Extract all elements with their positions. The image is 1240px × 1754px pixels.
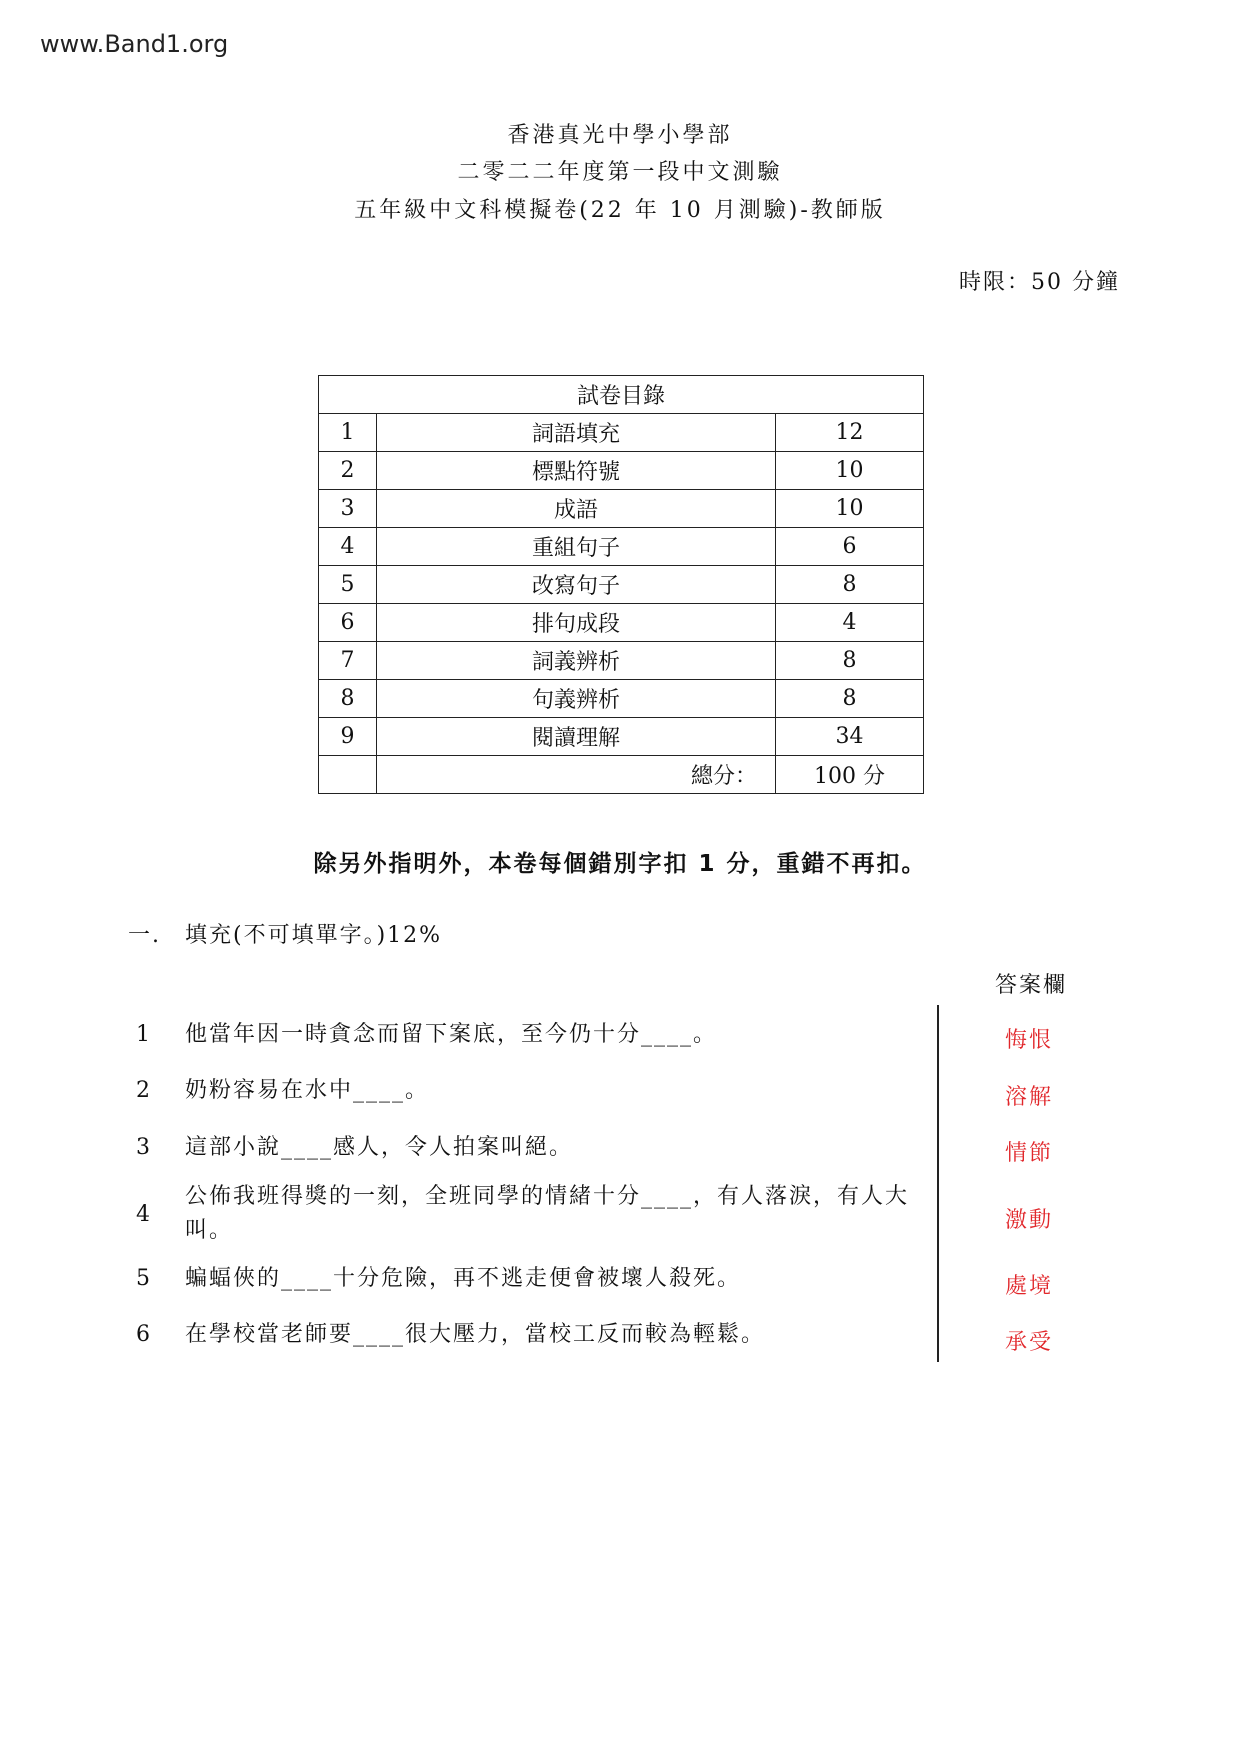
exam-title: 二零二二年度第一段中文測驗: [457, 160, 783, 185]
question-text: 他當年因一時貪念而留下案底，至今仍十分____。: [185, 1022, 718, 1047]
total-row: [319, 756, 924, 794]
question-text: 蝙蝠俠的____十分危險，再不逃走便會被壞人殺死。: [185, 1266, 742, 1291]
answer-text: 處境: [1005, 1274, 1054, 1299]
section-name: 詞義辨析: [377, 642, 776, 680]
question-text: 在學校當老師要____很大壓力，當校工反而較為輕鬆。: [185, 1322, 766, 1347]
table-row: [319, 528, 924, 566]
section-score: 34: [776, 718, 924, 756]
row-number: 3: [319, 490, 377, 528]
question-text: 這部小說____感人，令人拍案叫絕。: [185, 1135, 574, 1160]
section-score: 8: [776, 680, 924, 718]
paper-title: 五年級中文科模擬卷(22 年 10 月測驗)-教師版: [354, 198, 886, 223]
row-number: 1: [319, 414, 377, 452]
row-number: 2: [319, 452, 377, 490]
section-name: 成語: [377, 490, 776, 528]
table-row: [319, 718, 924, 756]
question-text: 公佈我班得獎的一刻，全班同學的情緒十分____，有人落淚，有人大叫。: [185, 1184, 910, 1243]
table-row: [319, 452, 924, 490]
site-watermark: www.Band1.org: [40, 30, 229, 58]
section-score: 8: [776, 642, 924, 680]
typo-deduction-notice: 除另外指明外，本卷每個錯別字扣 1 分，重錯不再扣。: [313, 851, 927, 877]
section-score: 12: [776, 414, 924, 452]
section-name: 重組句子: [377, 528, 776, 566]
row-number: 9: [319, 718, 377, 756]
question-number: 6: [136, 1322, 152, 1347]
answer-text: 溶解: [1005, 1085, 1054, 1110]
section-name: 排句成段: [377, 604, 776, 642]
section-score: 8: [776, 566, 924, 604]
section-number: 一.: [128, 923, 161, 948]
section-score: 6: [776, 528, 924, 566]
empty-cell: [319, 756, 377, 794]
contents-table: [318, 375, 924, 794]
section-name: 閱讀理解: [377, 718, 776, 756]
answer-text: 承受: [1005, 1330, 1054, 1355]
school-name: 香港真光中學小學部: [507, 123, 733, 148]
section-name: 改寫句子: [377, 566, 776, 604]
question-number: 3: [136, 1135, 152, 1160]
row-number: 5: [319, 566, 377, 604]
answer-text: 激動: [1005, 1208, 1054, 1233]
answer-text: 悔恨: [1005, 1028, 1054, 1053]
table-row: [319, 604, 924, 642]
table-row: [319, 680, 924, 718]
section-name: 句義辨析: [377, 680, 776, 718]
question-number: 4: [136, 1202, 152, 1227]
answer-column-label: 答案欄: [995, 973, 1068, 998]
total-label: 總分：: [377, 756, 776, 794]
section-name: 詞語填充: [377, 414, 776, 452]
question-number: 5: [136, 1266, 152, 1291]
table-row: [319, 566, 924, 604]
section-heading: [128, 918, 442, 949]
row-number: 6: [319, 604, 377, 642]
answer-column-divider: [937, 1005, 939, 1362]
question-number: 2: [136, 1078, 152, 1103]
section-score: 10: [776, 452, 924, 490]
contents-title-row: [319, 376, 924, 414]
total-score: 100 分: [776, 756, 924, 794]
table-row: [319, 414, 924, 452]
section-title: 填充(不可填單字。)12%: [185, 923, 443, 948]
row-number: 7: [319, 642, 377, 680]
section-name: 標點符號: [377, 452, 776, 490]
contents-title: 試卷目錄: [319, 376, 924, 414]
time-limit: 時限：50 分鐘: [959, 270, 1120, 295]
section-score: 4: [776, 604, 924, 642]
question-text: 奶粉容易在水中____。: [185, 1078, 430, 1103]
table-row: [319, 642, 924, 680]
answer-text: 情節: [1005, 1141, 1054, 1166]
question-number: 1: [136, 1022, 152, 1047]
section-score: 10: [776, 490, 924, 528]
table-row: [319, 490, 924, 528]
row-number: 8: [319, 680, 377, 718]
row-number: 4: [319, 528, 377, 566]
